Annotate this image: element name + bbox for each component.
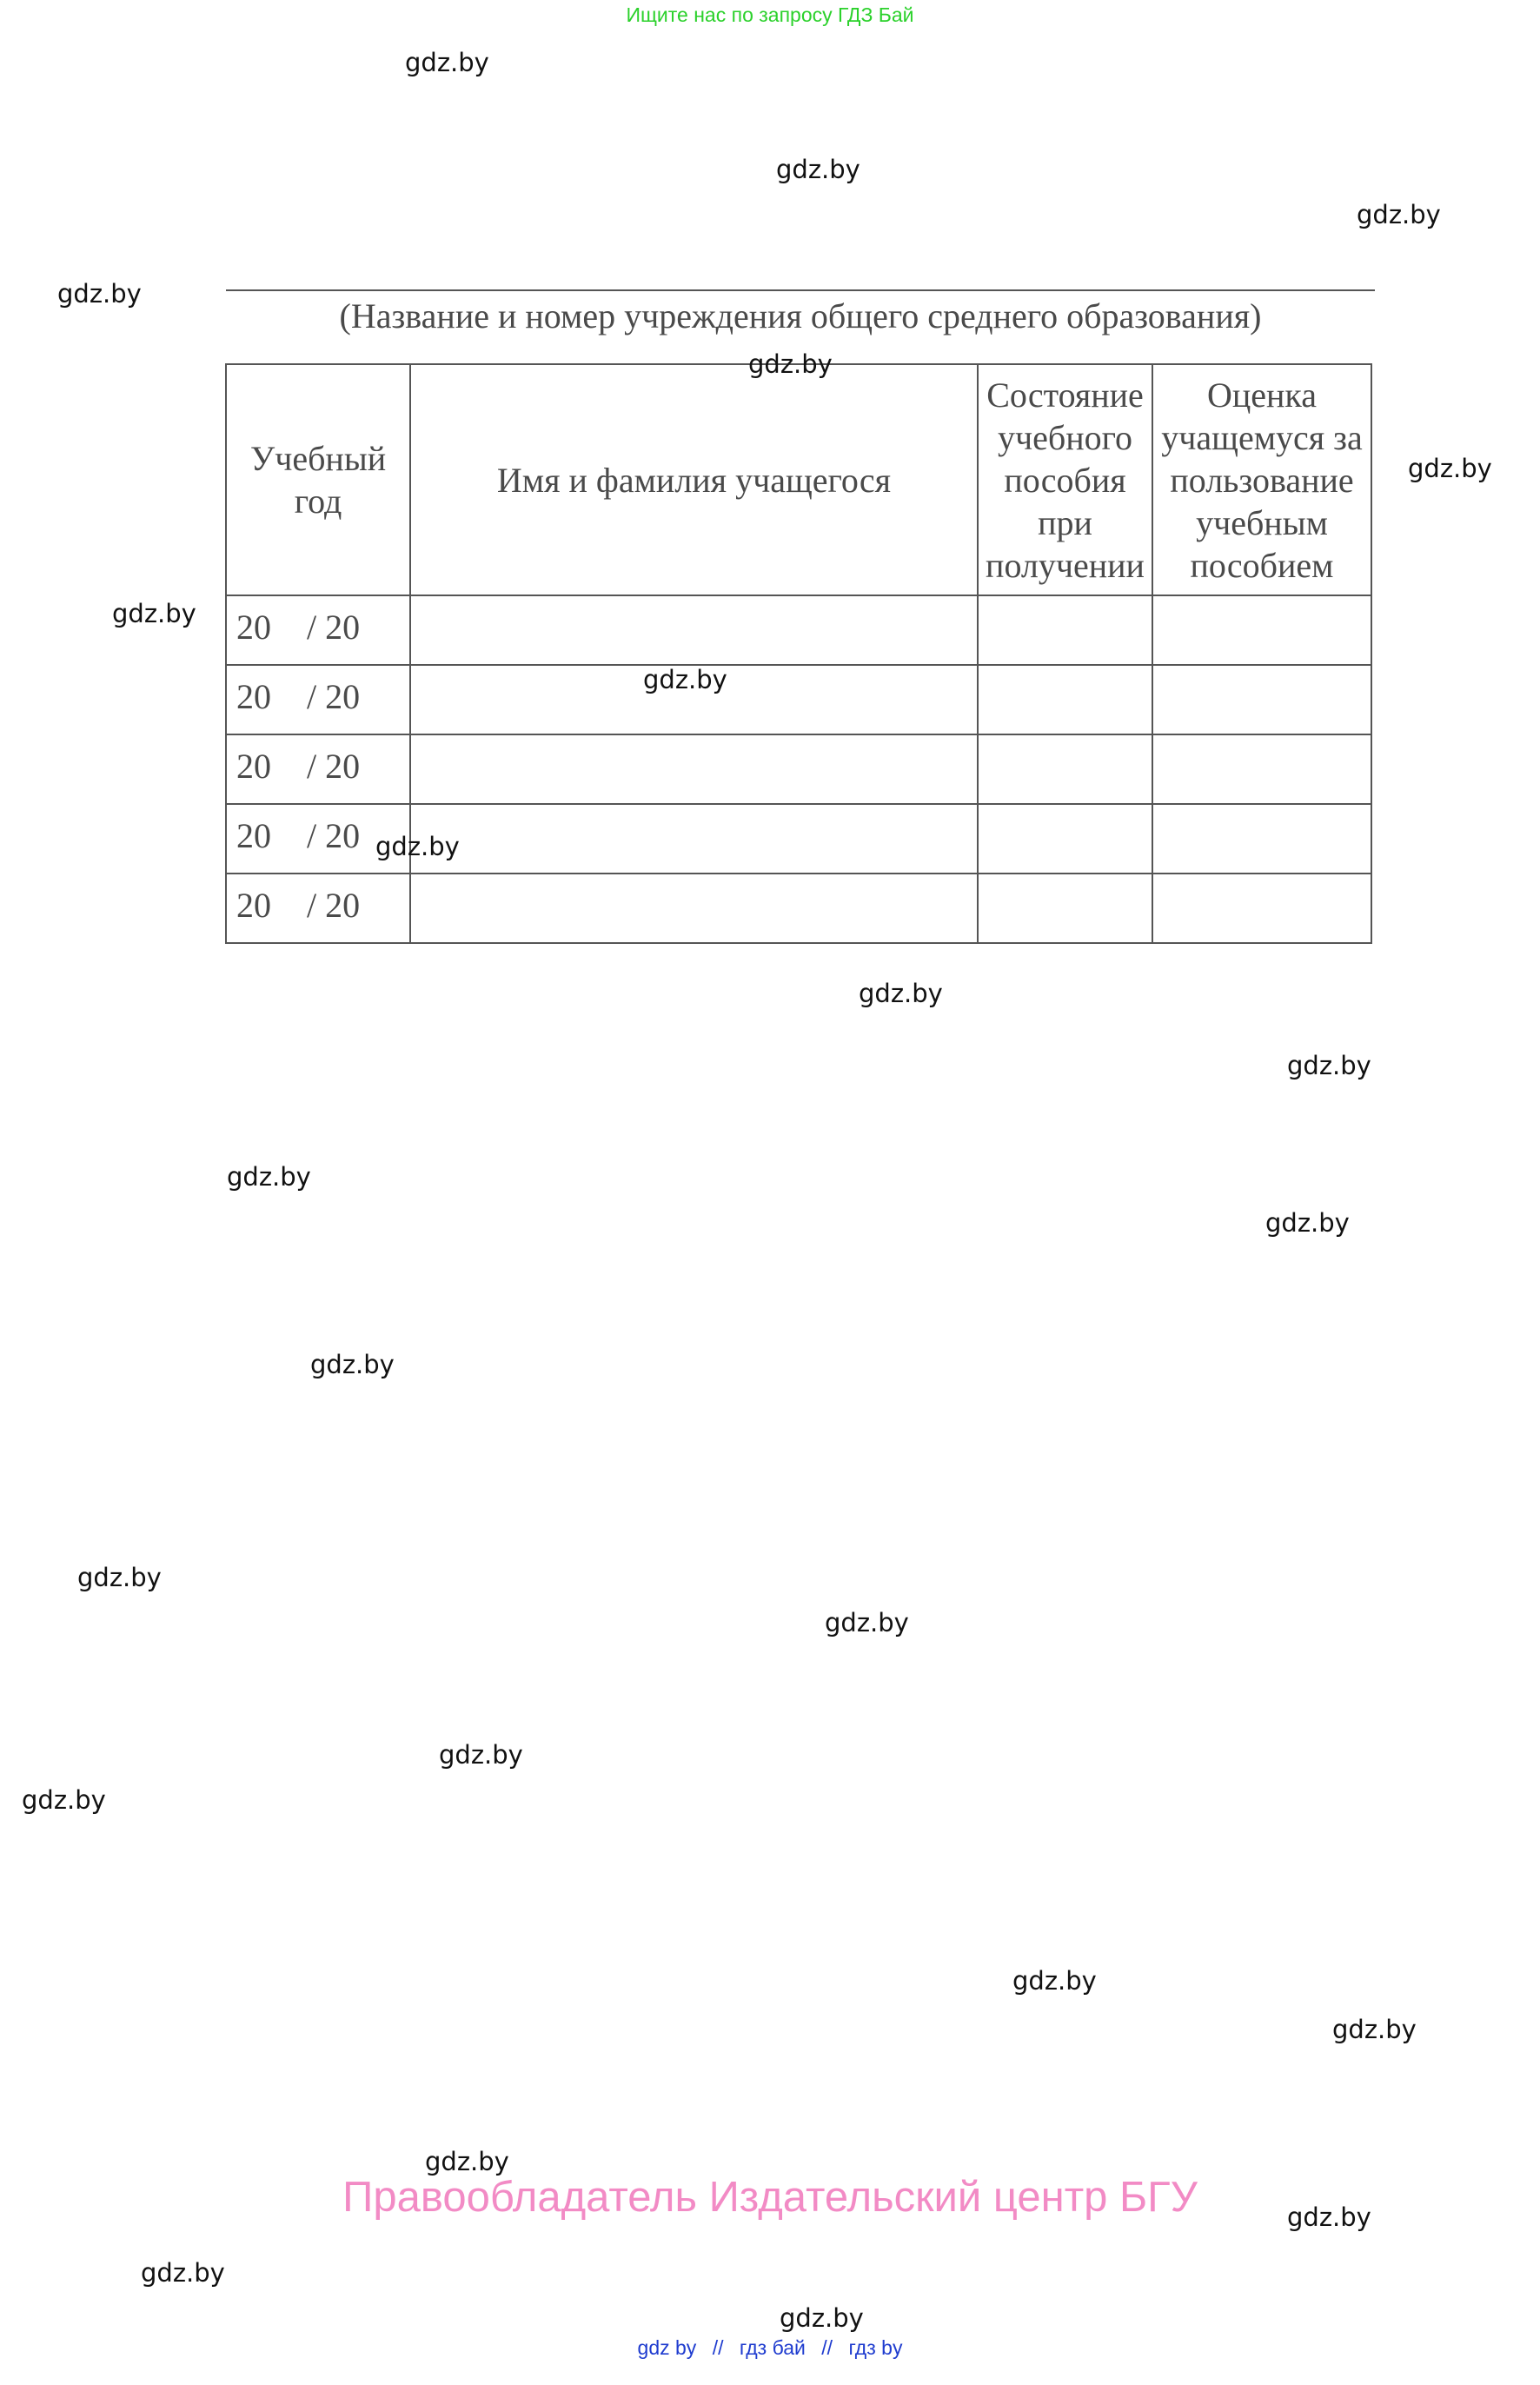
watermark: gdz.by bbox=[439, 1740, 523, 1770]
header-student-name: Имя и фамилия учащегося bbox=[410, 364, 978, 595]
year-cell bbox=[226, 734, 410, 804]
top-banner[interactable]: Ищите нас по запросу ГДЗ Бай bbox=[626, 3, 914, 26]
watermark: gdz.by bbox=[1408, 454, 1492, 483]
watermark: gdz.by bbox=[1357, 200, 1441, 229]
header-year: Учебный год bbox=[226, 364, 410, 595]
year-cell bbox=[226, 874, 410, 943]
table-row bbox=[226, 665, 1371, 734]
year-end: / 20 bbox=[307, 677, 361, 716]
student-name-cell bbox=[410, 874, 978, 943]
year-end: / 20 bbox=[307, 886, 361, 925]
link-separator: // bbox=[712, 2336, 724, 2359]
link-gdz-bai[interactable]: гдз бай bbox=[739, 2336, 806, 2359]
condition-cell bbox=[978, 874, 1152, 943]
year-start: 20 bbox=[236, 747, 271, 786]
link-gdz-by-cyr[interactable]: гдз by bbox=[848, 2336, 903, 2359]
year-start: 20 bbox=[236, 886, 271, 925]
watermark: gdz.by bbox=[1332, 2015, 1417, 2044]
watermark: gdz.by bbox=[1265, 1208, 1350, 1238]
table-row bbox=[226, 734, 1371, 804]
header-condition: Состояние учебного пособия при получении bbox=[978, 364, 1152, 595]
grade-cell bbox=[1152, 665, 1371, 734]
year-cell bbox=[226, 665, 410, 734]
header-grade: Оценка учащемуся за пользование учебным пособием bbox=[1152, 364, 1371, 595]
year-end: / 20 bbox=[307, 816, 361, 855]
watermark: gdz.by bbox=[77, 1563, 162, 1592]
table-row bbox=[226, 595, 1371, 665]
year-end: / 20 bbox=[307, 747, 361, 786]
watermark: gdz.by bbox=[425, 2147, 509, 2176]
table-row bbox=[226, 874, 1371, 943]
watermark: gdz.by bbox=[643, 665, 727, 694]
link-gdz-by[interactable]: gdz by bbox=[637, 2336, 697, 2359]
copyright-notice: Правообладатель Издательский центр БГУ bbox=[342, 2174, 1198, 2221]
link-separator: // bbox=[821, 2336, 833, 2359]
year-start: 20 bbox=[236, 677, 271, 716]
grade-cell bbox=[1152, 804, 1371, 874]
watermark: gdz.by bbox=[227, 1162, 311, 1192]
institution-line bbox=[226, 289, 1375, 291]
watermark: gdz.by bbox=[22, 1785, 106, 1815]
watermark: gdz.by bbox=[748, 349, 833, 379]
student-name-cell bbox=[410, 804, 978, 874]
table-header-row bbox=[226, 364, 1371, 595]
watermark: gdz.by bbox=[310, 1350, 395, 1379]
watermark: gdz.by bbox=[780, 2303, 864, 2333]
watermark: gdz.by bbox=[405, 48, 489, 77]
watermark: gdz.by bbox=[776, 155, 860, 184]
watermark: gdz.by bbox=[112, 599, 196, 628]
watermark: gdz.by bbox=[375, 832, 460, 861]
year-start: 20 bbox=[236, 816, 271, 855]
year-end: / 20 bbox=[307, 608, 361, 647]
grade-cell bbox=[1152, 595, 1371, 665]
bottom-links bbox=[0, 2336, 1540, 2360]
condition-cell bbox=[978, 665, 1152, 734]
grade-cell bbox=[1152, 874, 1371, 943]
institution-caption: (Название и номер учреждения общего среднего образования) bbox=[339, 296, 1262, 335]
watermark: gdz.by bbox=[1287, 1051, 1371, 1080]
watermark: gdz.by bbox=[859, 979, 943, 1008]
condition-cell bbox=[978, 734, 1152, 804]
year-start: 20 bbox=[236, 608, 271, 647]
grade-cell bbox=[1152, 734, 1371, 804]
watermark: gdz.by bbox=[57, 279, 142, 309]
condition-cell bbox=[978, 595, 1152, 665]
student-name-cell bbox=[410, 595, 978, 665]
watermark: gdz.by bbox=[1012, 1966, 1097, 1996]
year-cell bbox=[226, 595, 410, 665]
watermark: gdz.by bbox=[141, 2258, 225, 2288]
condition-cell bbox=[978, 804, 1152, 874]
watermark: gdz.by bbox=[1287, 2202, 1371, 2232]
student-name-cell bbox=[410, 734, 978, 804]
watermark: gdz.by bbox=[825, 1608, 909, 1638]
